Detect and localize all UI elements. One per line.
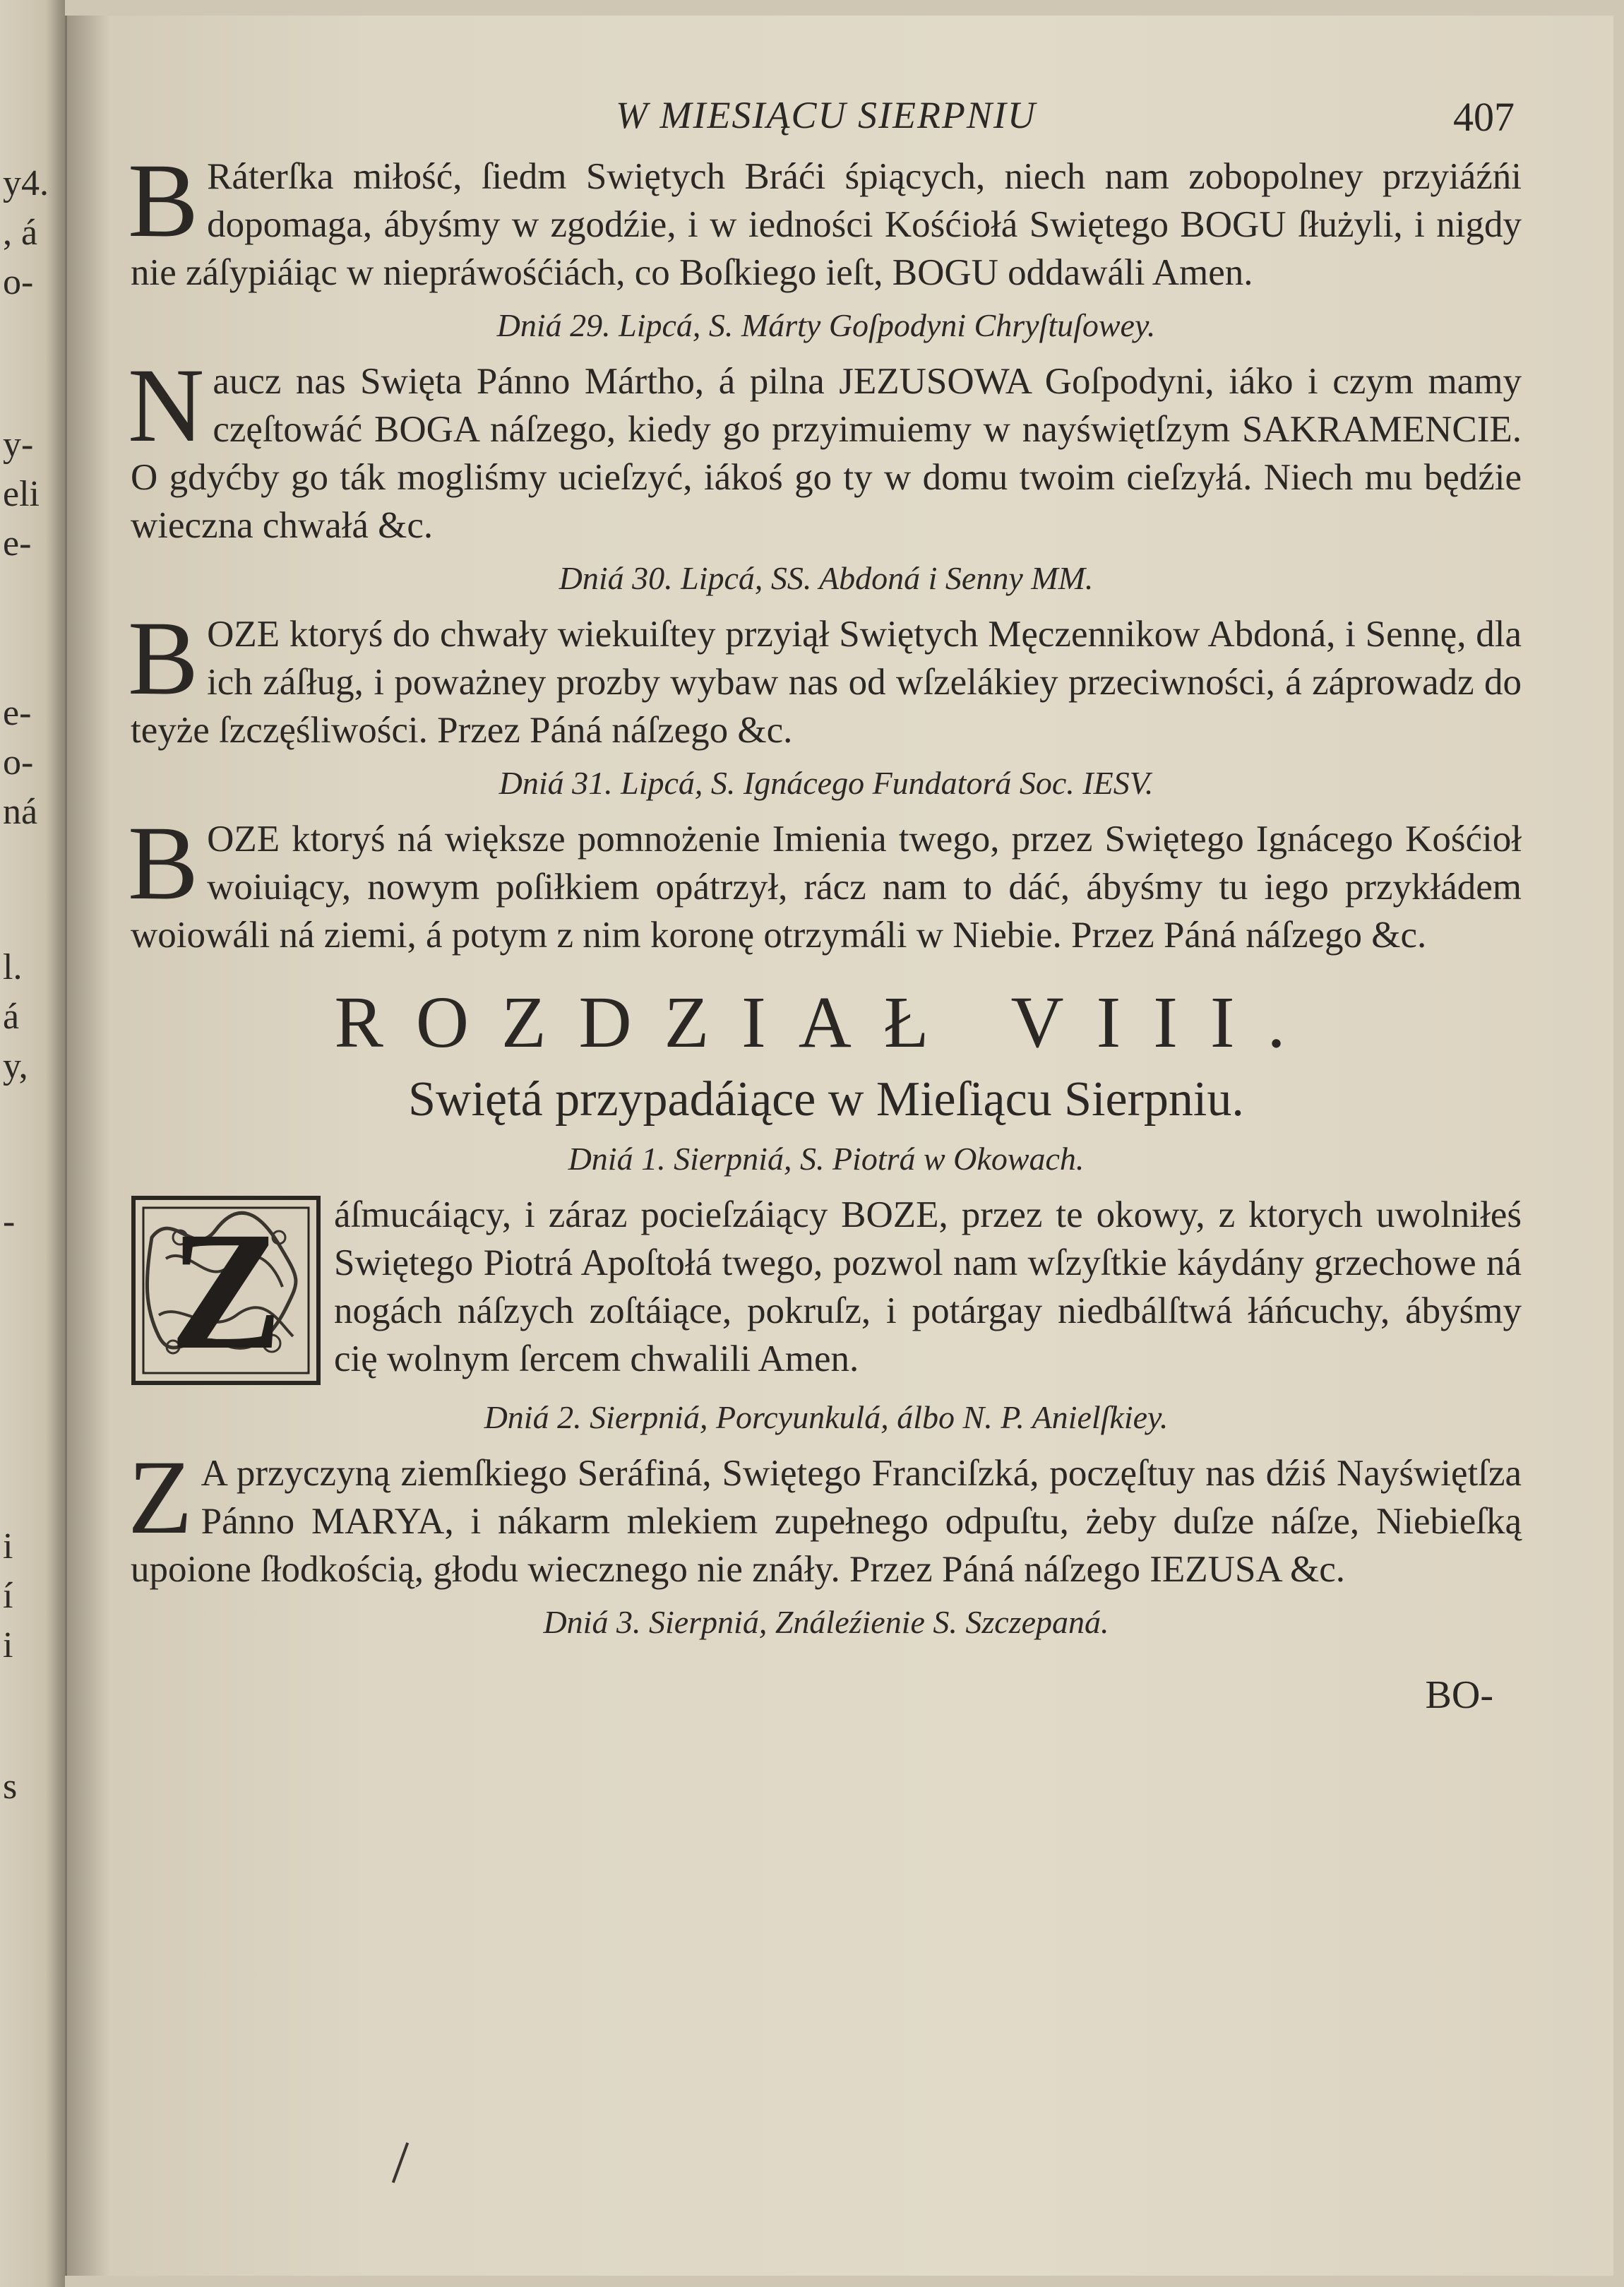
running-head xyxy=(131,93,1522,150)
margin-fragment: e- xyxy=(3,523,32,564)
paragraph-text: aucz nas Swięta Pánno Mártho, á pilna JEZUSOWA Goſpodyni, iáko i czym mamy częſtowáć BOGA náſzego, kiedy go przyimuiemy w nayświętſzym SAKRAMENCIE. O gdyćby go ták mogliśmy ucieſzyć, iákoś go ty w domu twoim cieſzyłá. Niech mu będźie wieczna chwałá &c. xyxy=(131,361,1522,546)
feast-heading: Dniá 2. Sierpniá, Porcyunkulá, álbo N. P. Anielſkiey. xyxy=(484,1399,1169,1435)
chapter-title: ROZDZIAŁ VIII. xyxy=(334,982,1318,1063)
running-title: W MIESIĄCU SIERPNIU xyxy=(616,94,1037,136)
ornate-letter: Z xyxy=(169,1196,283,1384)
ornate-initial xyxy=(131,1195,321,1386)
prayer-paragraph xyxy=(128,142,1522,297)
margin-fragment: i xyxy=(3,1526,13,1567)
catchword: BO- xyxy=(1425,1673,1493,1717)
paragraph-text: áſmucáiący, i záraz pocieſzáiący BOZE, przez te okowy, z ktorych uwolniłeś Swiętego Piotrá Apoſtołá twego, pozwol nam wſzyſtkie káydány grzechowe ná nogách náſzych zoſtáiące, pokruſz, i potárgay niedbálſtwá łáńcuchy, ábyśmy cię wolnym ſercem chwalili Amen. xyxy=(334,1194,1522,1379)
book-page xyxy=(65,16,1613,2276)
page-number: 407 xyxy=(1453,94,1515,140)
margin-fragment: í xyxy=(3,1576,13,1616)
margin-fragment: y, xyxy=(3,1046,28,1086)
drop-initial: B xyxy=(128,600,199,717)
stray-ink-mark xyxy=(392,2142,409,2183)
prayer-paragraph xyxy=(128,804,1522,959)
margin-fragment: á xyxy=(3,997,20,1037)
left-page-edge xyxy=(0,0,65,2287)
paragraph-text: OZE ktoryś do chwały wiekuiſtey przyiął Swiętych Męczennikow Abdoná, i Sennę, dla ich záſług, i poważney prozby wybaw nas od wſzelákiey przeciwności, á záprowadz do teyże ſzczęśliwości. Przez Páná náſzego &c. xyxy=(131,614,1522,751)
margin-fragment: o- xyxy=(3,742,34,783)
margin-fragment: ná xyxy=(3,792,38,832)
feast-heading: Dniá 29. Lipcá, S. Márty Goſpodyni Chryſtuſowey. xyxy=(496,307,1156,343)
paragraph-text: Ráterſka miłość, ſiedm Swiętych Bráći śpiących, niech nam zobopolney przyiáźńi dopomaga, ábyśmy w zgodźie, i w iedności Kośćiołá Swiętego BOGU ſłużyli, i nigdy nie záſypiáiąc w niepráwośćiách, co Boſkiego ieſt, BOGU oddawáli Amen. xyxy=(131,156,1522,293)
margin-fragment: o- xyxy=(3,262,34,302)
drop-initial: B xyxy=(128,804,199,922)
margin-fragment: y4. xyxy=(3,163,49,203)
margin-fragment: eli xyxy=(3,474,40,514)
prayer-paragraph xyxy=(128,1439,1522,1593)
feast-heading: Dniá 3. Sierpniá, Ználeźienie S. Szczepaná. xyxy=(543,1604,1109,1640)
feast-heading: Dniá 30. Lipcá, SS. Abdoná i Senny MM. xyxy=(559,560,1094,596)
page-content xyxy=(128,93,1522,1718)
chapter-subtitle: Swiętá przypadáiące w Mieſiącu Sierpniu. xyxy=(408,1072,1244,1127)
margin-fragment: l. xyxy=(3,947,23,987)
gutter-shadow xyxy=(67,16,109,2276)
margin-fragment: , á xyxy=(3,213,38,253)
margin-fragment: s xyxy=(3,1766,18,1807)
feast-heading: Dniá 1. Sierpniá, S. Piotrá w Okowach. xyxy=(568,1141,1085,1177)
prayer-paragraph xyxy=(128,600,1522,754)
drop-initial: B xyxy=(128,142,199,259)
margin-fragment: y- xyxy=(3,424,34,465)
paragraph-text: OZE ktoryś ná większe pomnożenie Imienia twego, przez Swiętego Ignácego Kośćioł woiuiący, nowym poſiłkiem opátrzył, rácz nam to dáć, ábyśmy tu iego przykłádem woiowáli ná ziemi, á potym z nim koronę otrzymáli w Niebie. Przez Páná náſzego &c. xyxy=(131,819,1522,956)
feast-heading: Dniá 31. Lipcá, S. Ignácego Fundatorá Soc. IESV. xyxy=(498,765,1154,801)
paragraph-text: A przyczyną ziemſkiego Seráfiná, Swiętego Franciſzká, poczęſtuy nas dźiś Nayświętſza Pánno MARYA, i nákarm mlekiem zupełnego odpuſtu, żeby duſze náſze, Niebieſką upoione ſłodkością, głodu wiecznego nie znáły. Przez Páná náſzego IEZUSA &c. xyxy=(131,1453,1522,1590)
drop-initial: N xyxy=(128,347,205,464)
prayer-paragraph xyxy=(128,347,1522,550)
margin-fragment: - xyxy=(3,1201,16,1242)
margin-fragment: i xyxy=(3,1625,13,1665)
prayer-paragraph xyxy=(131,1191,1522,1383)
margin-fragment: e- xyxy=(3,693,32,733)
drop-initial: Z xyxy=(128,1439,193,1556)
